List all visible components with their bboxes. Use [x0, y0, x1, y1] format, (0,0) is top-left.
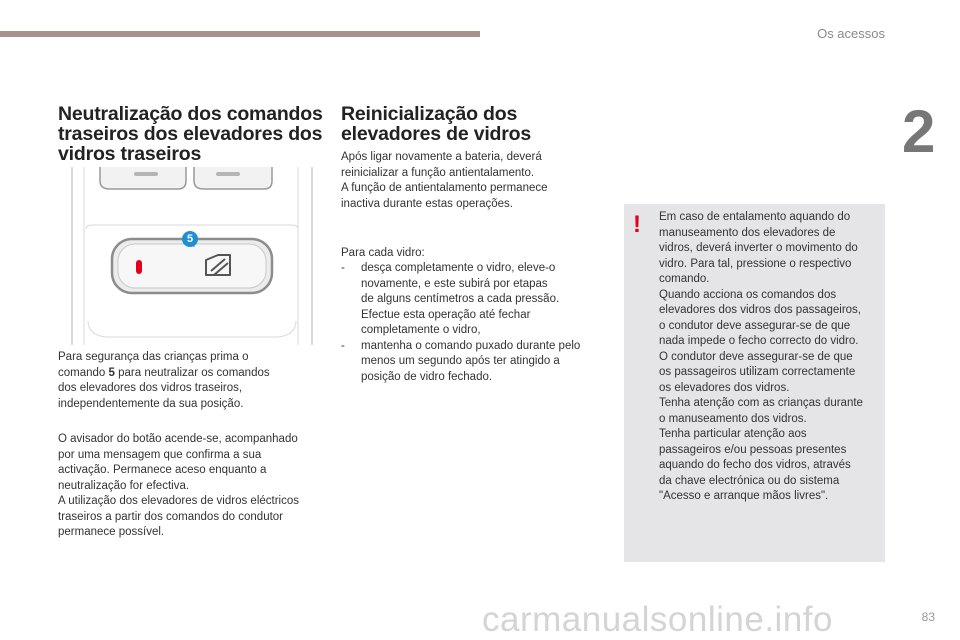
- left-paragraph-1-text-a: Para segurança das crianças prima o comando: [58, 351, 249, 379]
- middle-list-intro: Para cada vidro:: [341, 247, 425, 259]
- left-title-line-3: vidros traseiros: [58, 143, 202, 165]
- list-item: [341, 339, 611, 386]
- chapter-number: 2: [902, 98, 936, 165]
- list-item-text: mantenha o comando puxado durante pelo menos um segundo após ter atingido a posição de vidro fechado.: [361, 339, 581, 383]
- left-title-line-2: traseiros dos elevadores dos: [58, 123, 323, 145]
- list-bullet: -: [341, 339, 345, 352]
- figure-callout-label: 5: [186, 233, 194, 245]
- list-bullet: -: [341, 262, 345, 274]
- window-switch-illustration: [66, 167, 318, 345]
- middle-title-line-1: Reinicialização dos: [341, 103, 518, 125]
- warning-exclamation-icon: !: [633, 211, 641, 238]
- list-item-text: desça completamente o vidro, eleve-o novamente, e este subirá por etapas de alguns centímetros a cada pressão. Efectue esta operação até fechar completamente o vidro,: [361, 262, 560, 336]
- section-title: Os acessos: [817, 26, 885, 41]
- middle-title-line-2: elevadores de vidros: [341, 123, 532, 145]
- left-paragraph-1-bold: 5: [108, 366, 115, 379]
- warning-box: [624, 204, 885, 562]
- watermark: carmanualsonline.info: [482, 600, 833, 639]
- left-paragraph-1: [58, 350, 323, 412]
- left-paragraph-1-text-b: para neutralizar os comandos dos elevadores dos vidros traseiros, independentemente da sua posição.: [58, 366, 270, 410]
- left-title: [58, 104, 323, 164]
- header-accent-bar: [0, 31, 480, 37]
- list-item: [341, 261, 611, 339]
- left-title-line-1: Neutralização dos comandos: [58, 103, 323, 125]
- warning-text: Em caso de entalamento aquando do manuseamento dos elevadores de vidros, deverá inverter o movimento do vidro. Para tal, pressione o respectivo comando. Quando acciona os comandos dos elevadores dos vidros dos passageiros, o condutor deve assegurar-se de que nada impede o fecho correcto do vidro. O condutor deve assegurar-se de que os passageiros utilizam correctamente os elevadores dos vidros. Tenha atenção com as crianças durante o manuseamento dos vidros. Tenha particular atenção aos passageiros e/ou pessoas presentes aquando do fecho dos vidros, através da chave electrónica ou do sistema "Acesso e arranque mãos livres".: [659, 211, 863, 502]
- left-paragraph-2: O avisador do botão acende-se, acompanhado por uma mensagem que confirma a sua activação. Permanece aceso enquanto a neutralização for efectiva. A utilização dos elevadores de vidros eléctricos traseiros a partir dos comandos do condutor permanece possível.: [58, 433, 299, 538]
- figure-callout-badge: [182, 231, 198, 247]
- page-number: 83: [921, 610, 935, 624]
- middle-steps-list: [341, 261, 611, 385]
- middle-title: [341, 104, 531, 144]
- middle-paragraph-1: Após ligar novamente a bateria, deverá reinicializar a função antientalamento. A função de antientalamento permanece inactiva durante estas operações.: [341, 151, 548, 210]
